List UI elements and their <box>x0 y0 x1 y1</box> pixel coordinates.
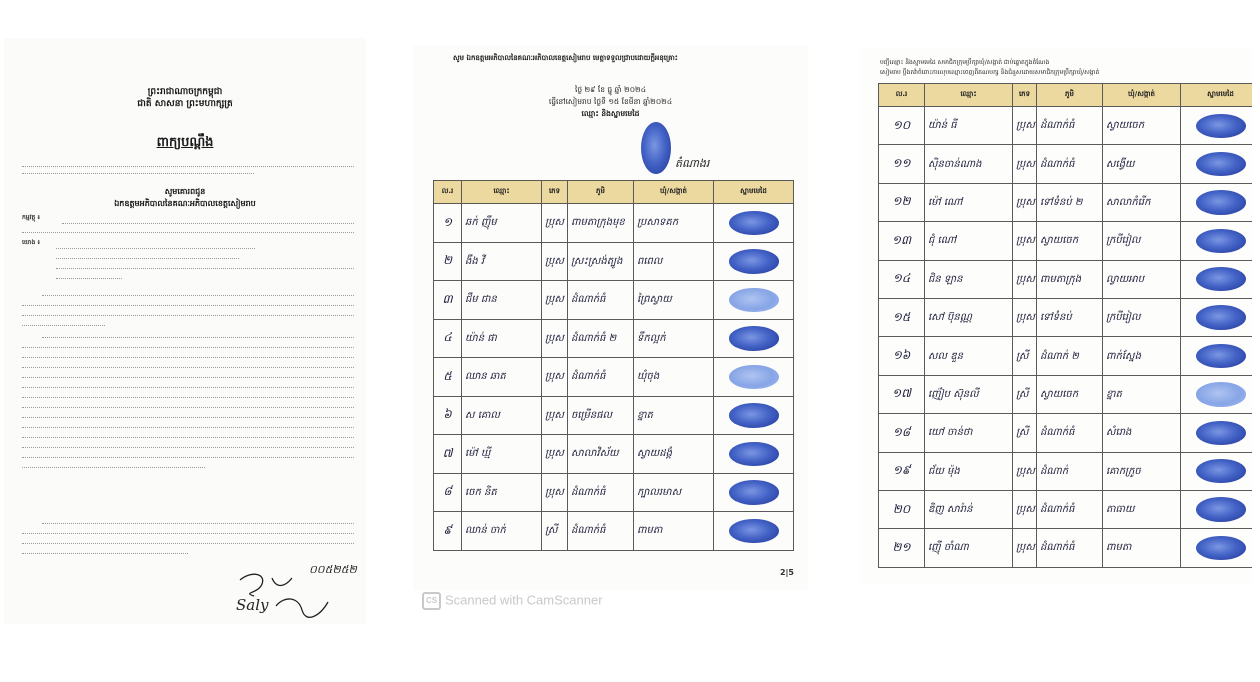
row-thumbprint-cell <box>1181 107 1253 145</box>
page3-top-line2: សៀមរាប ប្តឹងតវ៉ាចំពោះការលុបឈ្មោះចេញពីគណបក្ស និងជំនួសដោយសមាជិកក្រុមប្រឹក្សាឃុំ/សង្កាត់ <box>880 69 1100 76</box>
row-commune: ពពេល <box>634 242 714 281</box>
row-number: ១៤ <box>879 260 925 298</box>
row-number: ៣ <box>434 281 462 320</box>
row-commune: ស្វាយចេក <box>1103 107 1181 145</box>
row-village: ដំណាក់ <box>1037 452 1103 490</box>
thumbprint-mark <box>729 403 779 428</box>
row-name: ជឹម ជាន <box>462 281 542 320</box>
row-commune: ឃុំចុង <box>634 358 714 397</box>
row-name: ម៉ៅ ណៅ <box>925 183 1013 221</box>
row-name: ឈាន ឆាត <box>462 358 542 397</box>
row-commune: សង្វើយ <box>1103 145 1181 183</box>
letter-title: ពាក្យបណ្តឹង <box>156 135 214 150</box>
row-name: ឈាន់ ចាក់ <box>462 512 542 551</box>
row-thumbprint-cell <box>1181 414 1253 452</box>
row-sex: ប្រុស <box>1013 222 1037 260</box>
col-commune: ឃុំ/សង្កាត់ <box>634 181 714 204</box>
row-name: ឆក់ ញ៉ឹម <box>462 204 542 243</box>
row-name: ចេក និត <box>462 473 542 512</box>
row-name: សល ឌួន <box>925 337 1013 375</box>
row-thumbprint-cell <box>714 281 794 320</box>
motto-header: ជាតិ សាសនា ព្រះមហាក្សត្រ <box>137 99 233 109</box>
row-sex: ស្រី <box>1013 414 1037 452</box>
thumbprint-mark <box>1196 497 1246 521</box>
table-row <box>434 281 794 320</box>
row-number: ១៣ <box>879 222 925 260</box>
row-village: ដំណាក់ធំ <box>568 358 634 397</box>
row-village: ដំណាក់ធំ <box>1037 414 1103 452</box>
thumbprint-mark <box>729 442 779 467</box>
table-header-row <box>879 84 1253 107</box>
page2-top-line4: ឈ្មោះ និងស្នាមមេដៃ <box>581 109 640 118</box>
table-row <box>879 107 1253 145</box>
table-row <box>879 490 1253 528</box>
thumbprint-mark <box>1196 344 1246 368</box>
thumbprint-page-2 <box>413 45 808 590</box>
col-thumbprint: ស្នាមមេដៃ <box>714 181 794 204</box>
thumbprint-table-2 <box>878 83 1252 568</box>
page2-top-line1: សូម ឯកឧត្តមអភិបាលនៃគណៈអភិបាលខេត្តសៀមរាប មេត្តាទទួលជ្រាបដោយក្តីអនុគ្រោះ <box>453 54 678 62</box>
top-thumbprint <box>641 122 671 174</box>
kingdom-header: ព្រះរាជាណាចក្រកម្ពុជា <box>147 87 223 97</box>
row-thumbprint-cell <box>1181 145 1253 183</box>
row-name: ញ៉ើ ចាំណា <box>925 529 1013 567</box>
row-commune: ខ្នាត <box>1103 375 1181 413</box>
row-thumbprint-cell <box>714 319 794 358</box>
row-sex: ប្រុស <box>542 319 568 358</box>
row-village: ទៅទំនប់ <box>1037 298 1103 336</box>
row-thumbprint-cell <box>714 473 794 512</box>
thumbprint-mark <box>1196 536 1246 560</box>
table-row <box>434 512 794 551</box>
row-village: ដំណាក់ធំ <box>1037 529 1103 567</box>
thumbprint-mark <box>729 519 779 544</box>
page3-top-line1: បញ្ជីឈ្មោះ និងស្នាមមេដៃ សមាជិកក្រុមប្រឹក្សាឃុំ/សង្កាត់ ជាប់ឆ្នោតក្នុងតំណែង <box>880 59 1050 66</box>
row-commune: ខ្នាត <box>634 396 714 435</box>
row-thumbprint-cell <box>1181 183 1253 221</box>
row-commune: គោកក្រូច <box>1103 452 1181 490</box>
table-row <box>434 396 794 435</box>
table-row <box>434 204 794 243</box>
table-row <box>434 473 794 512</box>
row-thumbprint-cell <box>714 435 794 474</box>
row-number: ៧ <box>434 435 462 474</box>
thumbprint-mark <box>729 288 779 313</box>
row-village: ដំណាក់ធំ ២ <box>568 319 634 358</box>
addressee-line2: ឯកឧត្តមអភិបាលនៃគណៈអភិបាលខេត្តសៀមរាប <box>114 199 256 208</box>
row-thumbprint-cell <box>714 358 794 397</box>
row-name: ឌិញ សារ៉ាន់ <box>925 490 1013 528</box>
row-thumbprint-cell <box>714 242 794 281</box>
row-name: ជិន ឡាន <box>925 260 1013 298</box>
subject-label: កម្មវត្ថុ ៖ <box>22 214 41 221</box>
signature: Saly <box>236 596 269 614</box>
thumbprint-mark <box>1196 190 1246 214</box>
row-name: យ៉ាន់ ផា <box>462 319 542 358</box>
table-row <box>879 260 1253 298</box>
table-row <box>879 414 1253 452</box>
row-number: ៩ <box>434 512 462 551</box>
row-commune: សំរោង <box>1103 414 1181 452</box>
row-village: ស្វាយចេក <box>1037 375 1103 413</box>
row-village: ដំណាក់ធំ <box>1037 107 1103 145</box>
row-sex: ប្រុស <box>1013 145 1037 183</box>
row-thumbprint-cell <box>1181 337 1253 375</box>
row-number: ១៩ <box>879 452 925 490</box>
row-name: ស៊ិនចាន់ណាង <box>925 145 1013 183</box>
row-number: ១៧ <box>879 375 925 413</box>
col-village: ភូមិ <box>1037 84 1103 107</box>
row-sex: ប្រុស <box>1013 183 1037 221</box>
row-thumbprint-cell <box>1181 452 1253 490</box>
row-village: សាលាវិស័យ <box>568 435 634 474</box>
row-thumbprint-cell <box>1181 260 1253 298</box>
col-village: ភូមិ <box>568 181 634 204</box>
page-number: 2|5 <box>779 568 794 577</box>
watermark-text: Scanned with CamScanner <box>445 592 603 608</box>
row-commune: ក្របីរៀល <box>1103 222 1181 260</box>
letter-page <box>4 38 366 624</box>
handwritten-number: ០០៥២៥២ <box>309 563 357 576</box>
row-sex: ស្រី <box>542 512 568 551</box>
thumbprint-mark <box>1196 421 1246 445</box>
table-row <box>879 375 1253 413</box>
col-number: ល.រ <box>434 181 462 204</box>
col-number: ល.រ <box>879 84 925 107</box>
row-number: ៥ <box>434 358 462 397</box>
thumbprint-mark <box>1196 229 1246 253</box>
thumbprint-mark <box>1196 459 1246 483</box>
row-name: យៅ ចាន់ថា <box>925 414 1013 452</box>
table-row <box>879 452 1253 490</box>
row-name: សៅ ប៊ុនណ្ណ <box>925 298 1013 336</box>
row-sex: ប្រុស <box>542 358 568 397</box>
row-thumbprint-cell <box>1181 490 1253 528</box>
row-commune: តាធាយ <box>1103 490 1181 528</box>
row-village: ស្រះស្រង់ត្បូង <box>568 242 634 281</box>
row-village: ដំណាក់ធំ <box>568 512 634 551</box>
row-sex: ប្រុស <box>1013 490 1037 528</box>
reference-block <box>22 238 354 279</box>
row-sex: ប្រុស <box>542 242 568 281</box>
handwritten-top-note: តំណាងរ <box>675 157 710 170</box>
col-thumbprint: ស្នាមមេដៃ <box>1181 84 1253 107</box>
thumbprint-mark <box>1196 267 1246 291</box>
addressee-line1: សូមគោរពជូន <box>164 187 206 196</box>
row-name: ងឹង វី <box>462 242 542 281</box>
row-number: ២១ <box>879 529 925 567</box>
row-village: ដំណាក់ធំ <box>568 473 634 512</box>
row-name: ញ៉ៀប ស៊ុនលី <box>925 375 1013 413</box>
table-row <box>879 298 1253 336</box>
table-row <box>434 242 794 281</box>
row-number: ២០ <box>879 490 925 528</box>
row-village: ដំណាក់ធំ <box>1037 490 1103 528</box>
table-row <box>879 222 1253 260</box>
thumbprint-mark <box>729 211 779 236</box>
row-commune: ល្វាយអាប <box>1103 260 1181 298</box>
camscanner-watermark <box>422 592 603 610</box>
row-sex: ប្រុស <box>542 204 568 243</box>
row-number: ៨ <box>434 473 462 512</box>
row-sex: ប្រុស <box>1013 529 1037 567</box>
col-name: ឈ្មោះ <box>462 181 542 204</box>
reference-label: យោង ៖ <box>22 239 41 246</box>
row-sex: ប្រុស <box>542 473 568 512</box>
row-number: ១០ <box>879 107 925 145</box>
row-commune: ក្បាលរមាស <box>634 473 714 512</box>
row-thumbprint-cell <box>714 512 794 551</box>
row-sex: ប្រុស <box>542 435 568 474</box>
row-village: ទៅទំនប់ ២ <box>1037 183 1103 221</box>
thumbprint-mark <box>1196 152 1246 176</box>
col-sex: ភេទ <box>542 181 568 204</box>
page2-top-line3: ធ្វើនៅសៀមរាប ថ្ងៃទី ១៥ ខែមីនា ឆ្នាំ២០២៤ <box>548 97 673 106</box>
row-sex: ប្រុស <box>1013 260 1037 298</box>
row-number: ២ <box>434 242 462 281</box>
row-number: ៦ <box>434 396 462 435</box>
thumbprint-mark <box>729 326 779 351</box>
row-thumbprint-cell <box>714 396 794 435</box>
thumbprint-mark <box>729 249 779 274</box>
table-header-row <box>434 181 794 204</box>
row-commune: សាលាកំរើក <box>1103 183 1181 221</box>
row-name: ម៉ៅ ឃ្មី <box>462 435 542 474</box>
page2-top-line2: ថ្ងៃ ២៩ ខែ ធ្នូ ឆ្នាំ ២០២៤ <box>574 85 647 94</box>
row-commune: ទឹកល្អក់ <box>634 319 714 358</box>
signature-scribble <box>232 566 332 624</box>
thumbprint-mark <box>729 480 779 505</box>
row-village: ចម្រើនផល <box>568 396 634 435</box>
row-sex: ប្រុស <box>542 281 568 320</box>
row-thumbprint-cell <box>714 204 794 243</box>
col-commune: ឃុំ/សង្កាត់ <box>1103 84 1181 107</box>
col-sex: ភេទ <box>1013 84 1037 107</box>
row-village: ពាមតាក្រុង <box>1037 260 1103 298</box>
body-paragraph-1 <box>22 288 354 331</box>
row-commune: ស្វាយដង្គំ <box>634 435 714 474</box>
row-commune: ក្របីរៀល <box>1103 298 1181 336</box>
thumbprint-page-3 <box>860 48 1252 583</box>
camscanner-logo-icon: CS <box>422 592 441 610</box>
row-commune: ពាក់ស្នែង <box>1103 337 1181 375</box>
row-commune: ប្រសាទគក <box>634 204 714 243</box>
row-sex: ប្រុស <box>1013 298 1037 336</box>
table-row <box>879 529 1253 567</box>
thumbprint-mark <box>729 365 779 390</box>
thumbprint-table-1 <box>433 180 794 551</box>
row-name: យ៉ាន់ ធី <box>925 107 1013 145</box>
subject-block <box>22 213 354 237</box>
row-sex: ស្រី <box>1013 375 1037 413</box>
row-sex: ប្រុស <box>1013 107 1037 145</box>
row-commune: ពាមតា <box>634 512 714 551</box>
table-row <box>879 145 1253 183</box>
row-sex: ស្រី <box>1013 337 1037 375</box>
row-thumbprint-cell <box>1181 222 1253 260</box>
row-sex: ប្រុស <box>1013 452 1037 490</box>
row-number: ១៥ <box>879 298 925 336</box>
table-row <box>434 319 794 358</box>
row-number: ១៨ <box>879 414 925 452</box>
body-paragraph-2 <box>22 330 354 473</box>
thumbprint-mark <box>1196 382 1246 406</box>
row-commune: ព្រៃស្វាយ <box>634 281 714 320</box>
table-row <box>434 435 794 474</box>
body-paragraph-3 <box>22 516 354 559</box>
row-name: ជុំ ណៅ <box>925 222 1013 260</box>
row-village: ស្វាយចេក <box>1037 222 1103 260</box>
table-row <box>879 183 1253 221</box>
row-sex: ប្រុស <box>542 396 568 435</box>
row-number: ១១ <box>879 145 925 183</box>
row-thumbprint-cell <box>1181 529 1253 567</box>
row-thumbprint-cell <box>1181 375 1253 413</box>
table-row <box>879 337 1253 375</box>
row-name: ស គោល <box>462 396 542 435</box>
row-village: ដំណាក់ធំ <box>568 281 634 320</box>
row-village: ដំណាក់ ២ <box>1037 337 1103 375</box>
intro-paragraph <box>22 160 354 174</box>
table-row <box>434 358 794 397</box>
col-name: ឈ្មោះ <box>925 84 1013 107</box>
row-name: ជ័យ ម៉ុង <box>925 452 1013 490</box>
row-number: ១២ <box>879 183 925 221</box>
row-number: ៤ <box>434 319 462 358</box>
row-number: ១៦ <box>879 337 925 375</box>
row-thumbprint-cell <box>1181 298 1253 336</box>
row-commune: ពាមតា <box>1103 529 1181 567</box>
row-village: ពាមតាក្រុងមុខ <box>568 204 634 243</box>
row-village: ដំណាក់ធំ <box>1037 145 1103 183</box>
thumbprint-mark <box>1196 305 1246 329</box>
row-number: ១ <box>434 204 462 243</box>
thumbprint-mark <box>1196 114 1246 138</box>
